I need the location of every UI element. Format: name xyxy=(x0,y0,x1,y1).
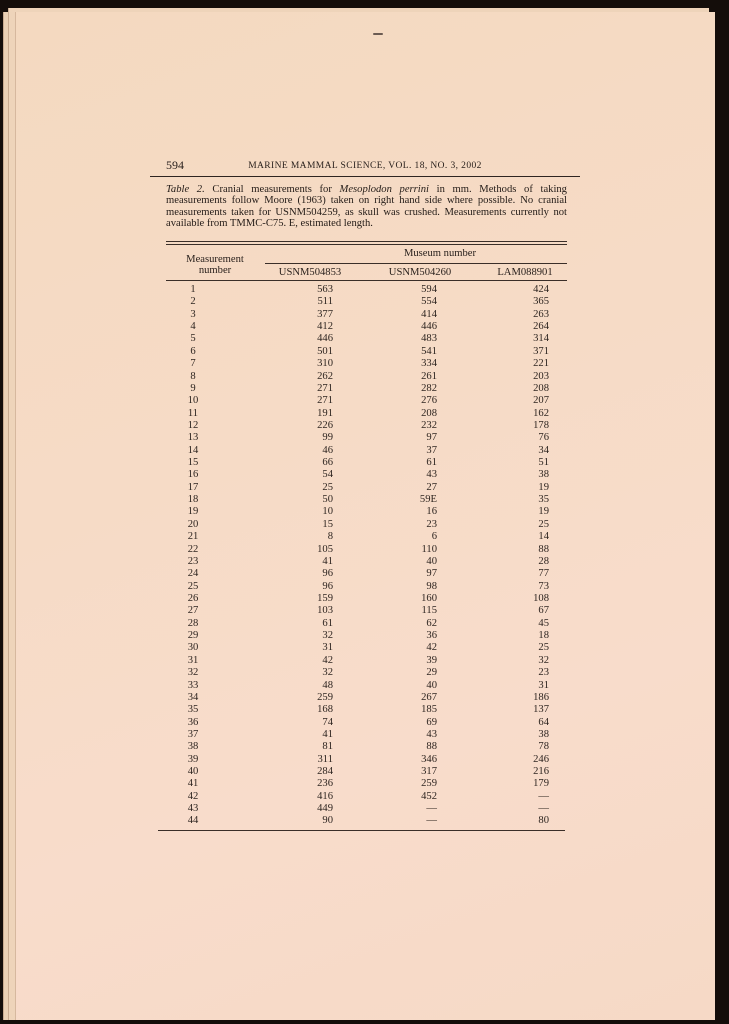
usnm504260-cell: 446 xyxy=(421,321,437,333)
lam088901-cell: 35 xyxy=(538,494,549,506)
lam088901-cell: 67 xyxy=(538,605,549,617)
lam088901-cell: 38 xyxy=(538,728,549,740)
usnm504260-cell: 276 xyxy=(421,395,437,407)
lam088901-cell: 371 xyxy=(533,345,549,357)
measurement-number-cell: 19 xyxy=(187,506,199,518)
usnm504853-cell: 311 xyxy=(317,753,333,765)
usnm504853-cell: 81 xyxy=(322,741,333,753)
lam088901-cell: 203 xyxy=(533,370,549,382)
table-row xyxy=(158,704,578,716)
usnm504260-cell: 414 xyxy=(421,308,437,320)
lam088901-cell: 45 xyxy=(538,617,549,629)
usnm504853-cell: 15 xyxy=(322,518,333,530)
table-caption xyxy=(166,184,567,230)
table-row xyxy=(158,692,578,704)
table-top-rule xyxy=(166,244,567,245)
usnm504853-cell: 511 xyxy=(317,296,333,308)
usnm504853-cell: 74 xyxy=(322,716,333,728)
table-row xyxy=(158,729,578,741)
table-body xyxy=(158,284,578,828)
table-row xyxy=(158,717,578,729)
usnm504260-cell: 160 xyxy=(421,592,437,604)
usnm504260-cell: — xyxy=(426,803,437,815)
usnm504260-cell: 39 xyxy=(426,654,437,666)
caption-text-rest: in mm. Methods of taking measurements follow Moore (1963) taken on right hand side where possible. No cranial measurements taken for USNM504259, as skull was crushed. Measurements currently not available from TMMC-C75. E, estimated length. xyxy=(166,184,567,230)
lam088901-cell: 314 xyxy=(533,333,549,345)
usnm504853-cell: 50 xyxy=(322,494,333,506)
usnm504853-cell: 226 xyxy=(317,419,333,431)
table-row xyxy=(158,408,578,420)
usnm504853-cell: 236 xyxy=(317,778,333,790)
column-header: USNM504853 xyxy=(278,267,342,278)
measurement-number-cell: 12 xyxy=(187,419,199,431)
measurement-number-cell: 15 xyxy=(187,457,199,469)
header-bottom-rule xyxy=(166,280,567,281)
usnm504853-cell: 412 xyxy=(317,321,333,333)
usnm504853-cell: 41 xyxy=(322,555,333,567)
usnm504260-cell: 59E xyxy=(419,494,437,506)
header-group-rule xyxy=(265,263,567,264)
lam088901-cell: 424 xyxy=(533,284,549,295)
measurement-number-cell: 14 xyxy=(187,444,199,456)
measurement-number-cell: 3 xyxy=(190,308,196,320)
usnm504853-cell: 46 xyxy=(322,444,333,456)
usnm504853-cell: 449 xyxy=(317,803,333,815)
table-top-rule xyxy=(166,241,567,242)
table-row xyxy=(158,803,578,815)
measurement-number-cell: 11 xyxy=(187,407,199,419)
usnm504260-cell: 110 xyxy=(421,543,437,555)
table-row xyxy=(158,618,578,630)
lam088901-cell: 25 xyxy=(538,518,549,530)
usnm504260-cell: 6 xyxy=(431,531,437,543)
usnm504260-cell: 208 xyxy=(421,407,437,419)
usnm504853-cell: 168 xyxy=(317,704,333,716)
usnm504260-cell: 16 xyxy=(426,506,437,518)
usnm504260-cell: 40 xyxy=(426,555,437,567)
usnm504853-cell: 416 xyxy=(317,790,333,802)
table-row xyxy=(158,593,578,605)
lam088901-cell: 221 xyxy=(533,358,549,370)
table-row xyxy=(158,432,578,444)
usnm504853-cell: 66 xyxy=(322,457,333,469)
usnm504260-cell: 346 xyxy=(421,753,437,765)
measurement-number-cell: 36 xyxy=(187,716,199,728)
page-number: 594 xyxy=(166,158,184,172)
measurement-number-cell: 16 xyxy=(187,469,199,481)
usnm504853-cell: 8 xyxy=(327,531,333,543)
table-row xyxy=(158,519,578,531)
lam088901-cell: 264 xyxy=(533,321,549,333)
usnm504260-cell: 23 xyxy=(426,518,437,530)
lam088901-cell: 18 xyxy=(538,630,549,642)
usnm504260-cell: 554 xyxy=(421,296,437,308)
journal-title: MARINE MAMMAL SCIENCE, VOL. 18, NO. 3, 2002 xyxy=(248,161,482,171)
measurement-number-cell: 2 xyxy=(190,296,196,308)
page-mark xyxy=(373,33,383,35)
usnm504853-cell: 10 xyxy=(322,506,333,518)
usnm504260-cell: 42 xyxy=(426,642,437,654)
usnm504853-cell: 105 xyxy=(317,543,333,555)
usnm504853-cell: 310 xyxy=(317,358,333,370)
measurement-number-cell: 20 xyxy=(187,518,199,530)
usnm504260-cell: 259 xyxy=(421,778,437,790)
measurement-number-cell: 38 xyxy=(187,741,199,753)
table-row xyxy=(158,766,578,778)
usnm504260-cell: 317 xyxy=(421,766,437,778)
usnm504260-cell: 43 xyxy=(426,469,437,481)
lam088901-cell: 32 xyxy=(538,654,549,666)
table-row xyxy=(158,395,578,407)
table-row xyxy=(158,568,578,580)
table-row xyxy=(158,333,578,345)
lam088901-cell: 263 xyxy=(533,308,549,320)
measurement-number-cell: 37 xyxy=(187,728,199,740)
measurement-number-cell: 28 xyxy=(187,617,199,629)
measurement-number-cell: 9 xyxy=(190,382,196,394)
usnm504260-cell: 88 xyxy=(426,741,437,753)
lam088901-cell: 88 xyxy=(538,543,549,555)
table-row xyxy=(158,754,578,766)
table-row xyxy=(158,605,578,617)
usnm504260-cell: 594 xyxy=(421,284,437,295)
table-row xyxy=(158,556,578,568)
measurement-number-cell: 24 xyxy=(187,568,199,580)
usnm504260-cell: 452 xyxy=(421,790,437,802)
table-row xyxy=(158,309,578,321)
usnm504260-cell: — xyxy=(426,815,437,827)
lam088901-cell: 137 xyxy=(533,704,549,716)
table-row xyxy=(158,346,578,358)
measurement-number-cell: 5 xyxy=(190,333,196,345)
usnm504260-cell: 40 xyxy=(426,679,437,691)
usnm504260-cell: 43 xyxy=(426,728,437,740)
measurement-number-cell: 31 xyxy=(187,654,199,666)
usnm504260-cell: 185 xyxy=(421,704,437,716)
table-row xyxy=(158,358,578,370)
measurement-number-cell: 42 xyxy=(187,790,199,802)
table-row xyxy=(158,383,578,395)
measurement-number-cell: 6 xyxy=(190,345,196,357)
usnm504853-cell: 191 xyxy=(317,407,333,419)
table-row xyxy=(158,457,578,469)
lam088901-cell: 179 xyxy=(533,778,549,790)
measurement-number-cell: 17 xyxy=(187,481,199,493)
usnm504260-cell: 115 xyxy=(421,605,437,617)
lam088901-cell: 76 xyxy=(538,432,549,444)
lam088901-cell: 73 xyxy=(538,580,549,592)
measurement-number-cell: 29 xyxy=(187,630,199,642)
table-row xyxy=(158,506,578,518)
usnm504853-cell: 563 xyxy=(317,284,333,295)
table-row xyxy=(158,482,578,494)
usnm504853-cell: 284 xyxy=(317,766,333,778)
usnm504260-cell: 541 xyxy=(421,345,437,357)
table-row xyxy=(158,296,578,308)
lam088901-cell: 19 xyxy=(538,506,549,518)
lam088901-cell: 23 xyxy=(538,667,549,679)
measurement-number-cell: 43 xyxy=(187,803,199,815)
usnm504853-cell: 25 xyxy=(322,481,333,493)
lam088901-cell: 216 xyxy=(533,766,549,778)
lam088901-cell: 31 xyxy=(538,679,549,691)
species-name: Mesoplodon perrini xyxy=(339,184,429,195)
usnm504260-cell: 98 xyxy=(426,580,437,592)
usnm504853-cell: 96 xyxy=(322,568,333,580)
usnm504853-cell: 90 xyxy=(322,815,333,827)
measurement-number-cell: 44 xyxy=(187,815,199,827)
usnm504853-cell: 446 xyxy=(317,333,333,345)
column-header: USNM504260 xyxy=(388,267,452,278)
lam088901-cell: 14 xyxy=(538,531,549,543)
usnm504853-cell: 54 xyxy=(322,469,333,481)
usnm504853-cell: 31 xyxy=(322,642,333,654)
usnm504853-cell: 159 xyxy=(317,592,333,604)
lam088901-cell: 207 xyxy=(533,395,549,407)
measurement-number-cell: 21 xyxy=(187,531,199,543)
lam088901-cell: 246 xyxy=(533,753,549,765)
table-row xyxy=(158,284,578,296)
usnm504260-cell: 29 xyxy=(426,667,437,679)
table-row xyxy=(158,531,578,543)
usnm504853-cell: 262 xyxy=(317,370,333,382)
lam088901-cell: 108 xyxy=(533,592,549,604)
table-row xyxy=(158,544,578,556)
lam088901-cell: 77 xyxy=(538,568,549,580)
measurement-number-cell: 27 xyxy=(187,605,199,617)
measurement-number-cell: 22 xyxy=(187,543,199,555)
usnm504853-cell: 377 xyxy=(317,308,333,320)
table-row xyxy=(158,642,578,654)
usnm504260-cell: 37 xyxy=(426,444,437,456)
table-row xyxy=(158,667,578,679)
table-row xyxy=(158,445,578,457)
measurement-number-cell: 1 xyxy=(190,284,196,295)
usnm504853-cell: 41 xyxy=(322,728,333,740)
measurement-number-cell: 7 xyxy=(190,358,196,370)
measurement-number-cell: 10 xyxy=(187,395,199,407)
table-row xyxy=(158,371,578,383)
lam088901-cell: 78 xyxy=(538,741,549,753)
measurement-number-cell: 23 xyxy=(187,555,199,567)
measurement-number-cell: 35 xyxy=(187,704,199,716)
usnm504260-cell: 27 xyxy=(426,481,437,493)
usnm504853-cell: 259 xyxy=(317,691,333,703)
lam088901-cell: 25 xyxy=(538,642,549,654)
header-museum-number: Museum number xyxy=(403,248,477,259)
usnm504853-cell: 61 xyxy=(322,617,333,629)
usnm504260-cell: 97 xyxy=(426,432,437,444)
table-bottom-rule xyxy=(158,830,565,831)
lam088901-cell: 178 xyxy=(533,419,549,431)
lam088901-cell: 64 xyxy=(538,716,549,728)
table-row xyxy=(158,321,578,333)
usnm504260-cell: 483 xyxy=(421,333,437,345)
usnm504853-cell: 501 xyxy=(317,345,333,357)
table-row xyxy=(158,420,578,432)
usnm504853-cell: 32 xyxy=(322,630,333,642)
lam088901-cell: 162 xyxy=(533,407,549,419)
lam088901-cell: — xyxy=(538,790,549,802)
usnm504260-cell: 282 xyxy=(421,382,437,394)
lam088901-cell: 208 xyxy=(533,382,549,394)
measurement-number-cell: 13 xyxy=(187,432,199,444)
lam088901-cell: 186 xyxy=(533,691,549,703)
measurement-number-cell: 40 xyxy=(187,766,199,778)
table-row xyxy=(158,815,578,827)
header-measurement-number: Measurement number xyxy=(186,254,244,276)
table-row xyxy=(158,741,578,753)
table-row xyxy=(158,469,578,481)
usnm504853-cell: 32 xyxy=(322,667,333,679)
measurement-number-cell: 8 xyxy=(190,370,196,382)
usnm504260-cell: 69 xyxy=(426,716,437,728)
measurement-number-cell: 4 xyxy=(190,321,196,333)
lam088901-cell: 19 xyxy=(538,481,549,493)
measurement-number-cell: 41 xyxy=(187,778,199,790)
usnm504260-cell: 97 xyxy=(426,568,437,580)
lam088901-cell: 365 xyxy=(533,296,549,308)
measurement-number-cell: 33 xyxy=(187,679,199,691)
table-row xyxy=(158,581,578,593)
usnm504260-cell: 267 xyxy=(421,691,437,703)
measurement-number-cell: 32 xyxy=(187,667,199,679)
measurement-number-cell: 34 xyxy=(187,691,199,703)
measurement-number-cell: 18 xyxy=(187,494,199,506)
usnm504853-cell: 271 xyxy=(317,395,333,407)
usnm504260-cell: 334 xyxy=(421,358,437,370)
measurement-number-cell: 30 xyxy=(187,642,199,654)
lam088901-cell: 34 xyxy=(538,444,549,456)
usnm504260-cell: 232 xyxy=(421,419,437,431)
measurement-number-cell: 39 xyxy=(187,753,199,765)
running-head xyxy=(150,160,580,177)
lam088901-cell: 28 xyxy=(538,555,549,567)
table-row xyxy=(158,791,578,803)
usnm504260-cell: 36 xyxy=(426,630,437,642)
usnm504853-cell: 42 xyxy=(322,654,333,666)
usnm504260-cell: 62 xyxy=(426,617,437,629)
lam088901-cell: 38 xyxy=(538,469,549,481)
usnm504853-cell: 103 xyxy=(317,605,333,617)
usnm504260-cell: 261 xyxy=(421,370,437,382)
usnm504853-cell: 99 xyxy=(322,432,333,444)
lam088901-cell: 80 xyxy=(538,815,549,827)
table-row xyxy=(158,680,578,692)
table-row xyxy=(158,655,578,667)
measurement-number-cell: 26 xyxy=(187,592,199,604)
caption-text: Cranial measurements for xyxy=(212,184,332,195)
lam088901-cell: 51 xyxy=(538,457,549,469)
table-row xyxy=(158,494,578,506)
usnm504853-cell: 96 xyxy=(322,580,333,592)
caption-label: Table 2. xyxy=(166,184,205,195)
column-header: LAM088901 xyxy=(497,267,553,278)
usnm504853-cell: 271 xyxy=(317,382,333,394)
table-row xyxy=(158,778,578,790)
table-row xyxy=(158,630,578,642)
usnm504853-cell: 48 xyxy=(322,679,333,691)
measurement-number-cell: 25 xyxy=(187,580,199,592)
usnm504260-cell: 61 xyxy=(426,457,437,469)
lam088901-cell: — xyxy=(538,803,549,815)
